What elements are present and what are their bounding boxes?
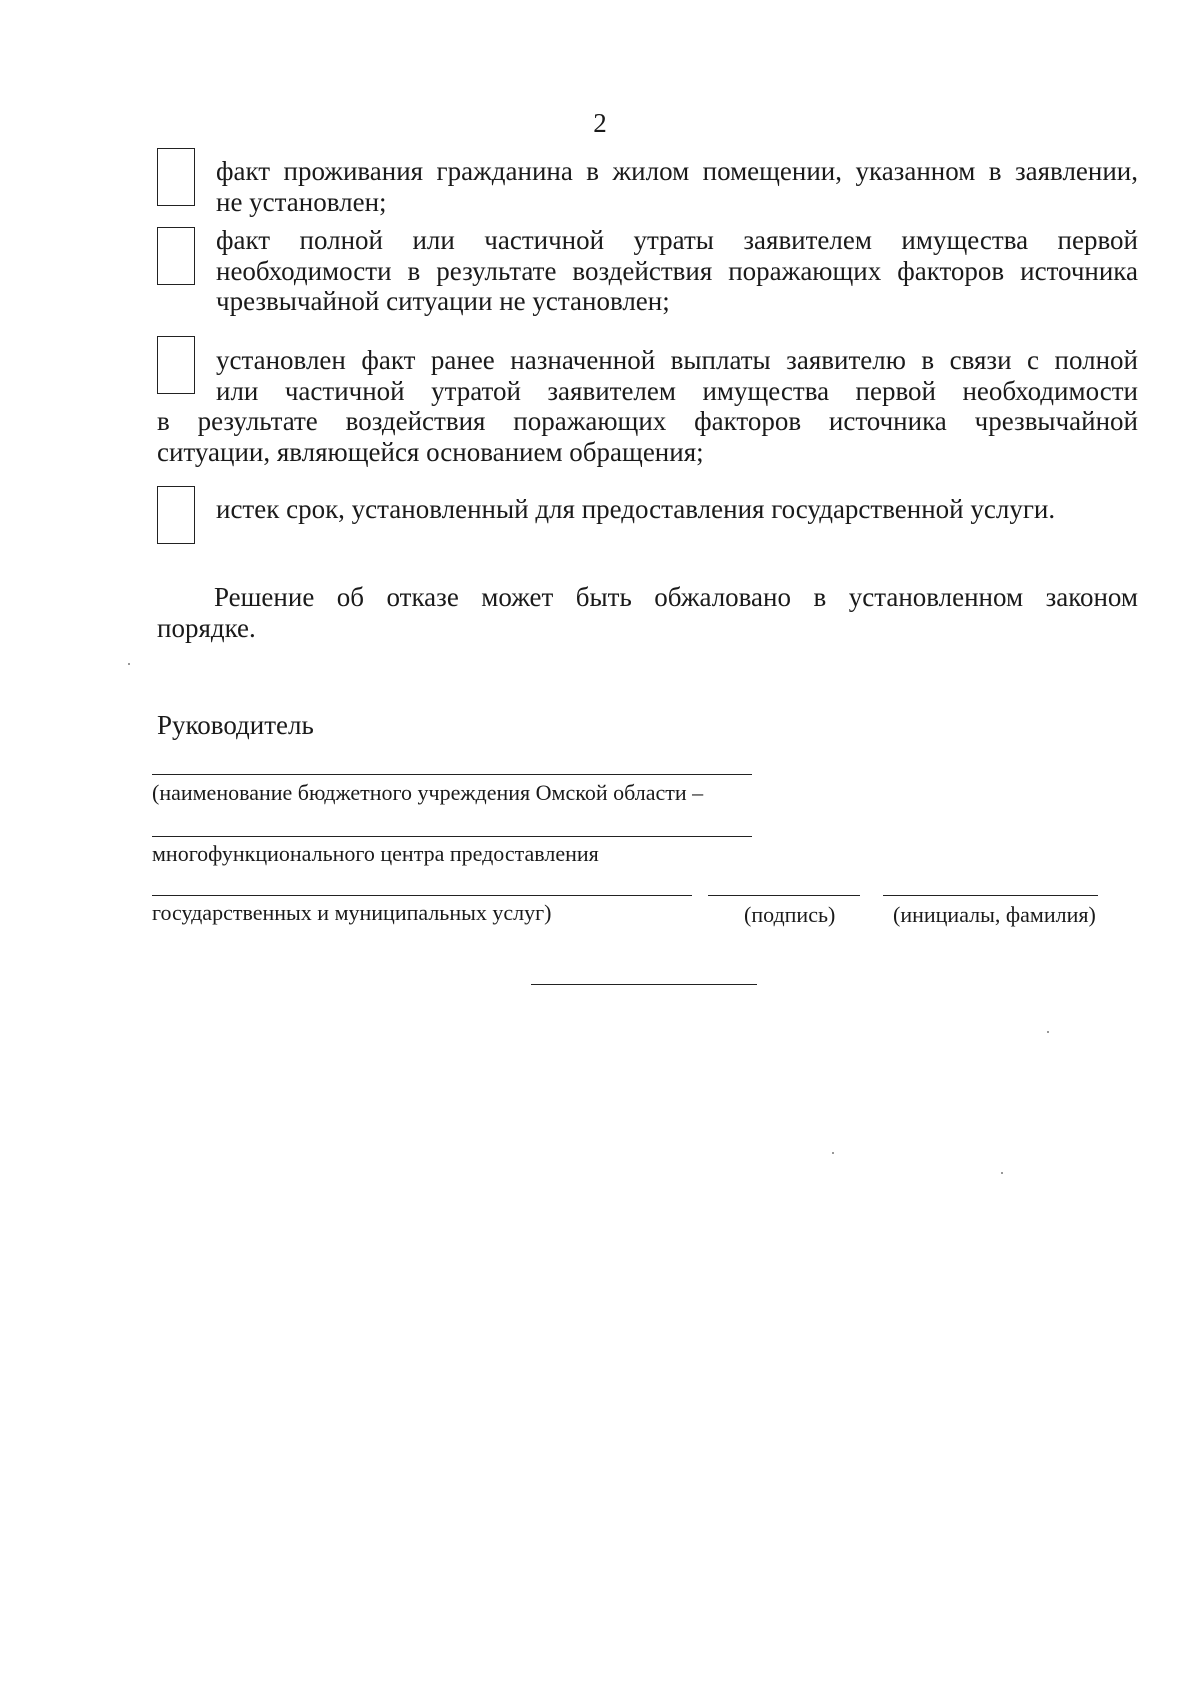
checklist-item-4 — [216, 494, 1138, 525]
checklist-item-3-continuation — [157, 406, 1138, 467]
page-number: 2 — [593, 108, 607, 138]
scan-speck — [128, 663, 130, 665]
signature-title: Руководитель — [157, 710, 314, 740]
checklist-item-2 — [216, 225, 1138, 317]
signature-underline — [708, 895, 860, 896]
org-name-caption-2: многофункционального центра предоставления — [152, 841, 599, 866]
checkbox-prior-payment-established[interactable] — [157, 336, 195, 394]
scan-speck — [1047, 1031, 1049, 1033]
name-caption: (инициалы, фамилия) — [893, 902, 1096, 927]
appeal-line-2: порядке. — [157, 612, 256, 643]
checklist-item-3 — [216, 345, 1138, 406]
scan-speck — [832, 1152, 834, 1154]
checkbox-property-loss-not-established[interactable] — [157, 227, 195, 285]
checkbox-residence-not-established[interactable] — [157, 148, 195, 206]
org-name-caption-1: (наименование бюджетного учреждения Омской области – — [152, 780, 704, 805]
org-name-underline-2 — [152, 836, 752, 837]
closing-separator — [531, 984, 757, 985]
checklist-item-1 — [216, 156, 1138, 217]
name-underline — [883, 895, 1098, 896]
appeal-line-1: Решение об отказе может быть обжаловано в установленном законом — [214, 582, 1138, 612]
org-name-caption-3: государственных и муниципальных услуг) — [152, 900, 552, 925]
checklist-item-3-line-2: или частичной утратой заявителем имущества первой необходимости — [216, 375, 1138, 406]
checklist-item-4-line-1: истек срок, установленный для предоставления государственной услуги. — [216, 494, 1056, 524]
checklist-item-1-line-1: факт проживания гражданина в жилом помещении, указанном в заявлении, — [216, 156, 1138, 186]
checklist-item-2-line-1: факт полной или частичной утраты заявителем имущества первой — [216, 225, 1138, 255]
org-name-underline-1 — [152, 774, 752, 775]
checklist-item-2-line-2: необходимости в результате воздействия поражающих факторов источника — [216, 255, 1138, 286]
signature-caption: (подпись) — [744, 902, 836, 927]
appeal-paragraph — [157, 582, 1138, 643]
scan-speck — [1001, 1172, 1003, 1174]
checklist-item-1-line-2: не установлен; — [216, 186, 387, 217]
checklist-item-3-line-1: установлен факт ранее назначенной выплаты заявителю в связи с полной — [216, 345, 1138, 375]
checklist-item-3-line-3: в результате воздействия поражающих факторов источника чрезвычайной — [157, 406, 1138, 436]
checklist-item-2-line-3: чрезвычайной ситуации не установлен; — [216, 286, 670, 316]
checklist-item-3-line-4: ситуации, являющейся основанием обращения; — [157, 436, 704, 467]
checkbox-deadline-expired[interactable] — [157, 486, 195, 544]
org-name-underline-3 — [152, 895, 692, 896]
